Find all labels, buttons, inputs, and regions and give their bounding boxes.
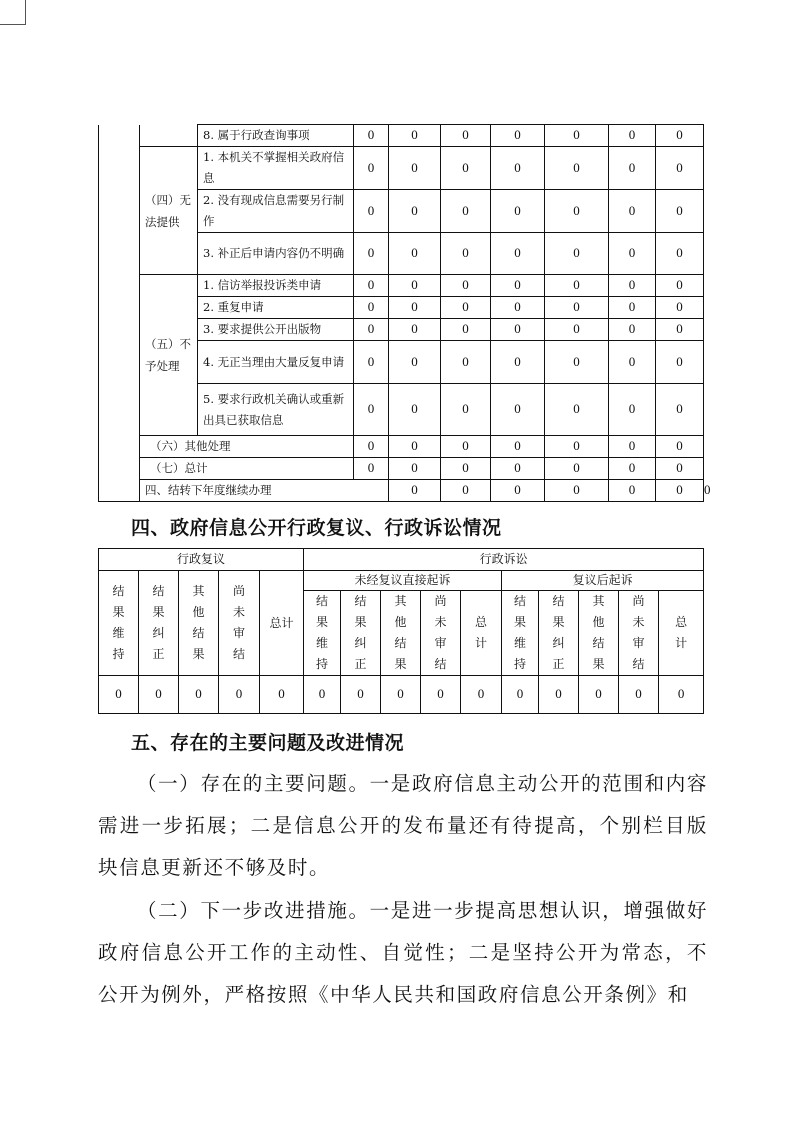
after-column-header	[502, 591, 539, 676]
value-cell: 0	[656, 190, 704, 233]
table-row	[99, 125, 704, 147]
column-header-text: 尚未审结	[434, 594, 447, 671]
paragraph-problems: （一）存在的主要问题。一是政府信息主动公开的范围和内容需进一步拓展；二是信息公开的发布量还有待提高，个别栏目版块信息更新还不够及时。	[98, 772, 708, 879]
value-cell: 0	[545, 297, 609, 319]
total-label: （七）总计	[140, 458, 354, 480]
column-header-text: 结果维持	[112, 584, 125, 661]
value-cell: 0	[609, 147, 656, 190]
value-cell: 0	[656, 480, 704, 502]
value-cell: 0	[545, 480, 609, 502]
value-cell: 0	[545, 436, 609, 458]
value-cell: 0	[354, 458, 389, 480]
column-header-text: 其他结果	[592, 594, 605, 671]
column-header-text: 结果纠正	[552, 594, 565, 671]
value-cell: 0	[441, 275, 491, 297]
direct-value-cell: 0	[304, 676, 341, 714]
direct-suit-header: 未经复议直接起诉	[304, 571, 502, 591]
value-cell: 0	[609, 233, 656, 275]
value-cell: 0	[656, 341, 704, 384]
value-cell: 0	[491, 147, 545, 190]
direct-value-cell: 0	[341, 676, 381, 714]
after-column-header	[579, 591, 619, 676]
value-cell: 0	[609, 125, 656, 147]
value-cell: 0	[609, 275, 656, 297]
value-cell: 0	[609, 297, 656, 319]
value-cell: 0	[545, 125, 609, 147]
value-cell: 0	[354, 341, 389, 384]
direct-column-header	[461, 591, 502, 676]
value-cell: 0	[389, 297, 441, 319]
value-cell: 0	[545, 319, 609, 341]
value-cell: 0	[354, 384, 389, 436]
review-column-header	[260, 571, 304, 676]
value-cell: 0	[656, 319, 704, 341]
value-cell: 0	[354, 297, 389, 319]
value-cell: 0	[441, 233, 491, 275]
value-cell: 0	[609, 458, 656, 480]
value-cell: 0	[609, 341, 656, 384]
value-cell: 0	[656, 147, 704, 190]
item-label: 5. 要求行政机关确认或重新出具已获取信息	[198, 384, 354, 436]
column-header-text: 其他结果	[192, 584, 205, 661]
value-cell: 0	[354, 233, 389, 275]
section5-heading: 五、存在的主要问题及改进情况	[131, 732, 405, 754]
other-handling-label: （六）其他处理	[140, 436, 354, 458]
value-cell: 0	[389, 458, 441, 480]
direct-column-header	[421, 591, 461, 676]
table-row: 四、结转下年度继续办理 0 0 0 0 0 0 0	[99, 480, 704, 502]
value-cell: 0	[441, 319, 491, 341]
table-row	[99, 147, 704, 190]
value-cell: 0	[609, 480, 656, 502]
value-cell: 0	[545, 233, 609, 275]
value-cell: 0	[545, 275, 609, 297]
column-header-text: 尚未审结	[632, 594, 645, 671]
value-cell: 0	[389, 190, 441, 233]
application-handling-table	[98, 124, 711, 502]
paragraph-improvements: （二）下一步改进措施。一是进一步提高思想认识，增强做好政府信息公开工作的主动性、自觉性；二是坚持公开为常态，不公开为例外，严格按照《中华人民共和国政府信息公开条例》和	[98, 899, 708, 1006]
value-cell: 0	[545, 458, 609, 480]
item-label: 4. 无正当理由大量反复申请	[198, 341, 354, 384]
value-cell: 0	[389, 341, 441, 384]
review-value-cell: 0	[219, 676, 260, 714]
value-cell: 0	[354, 190, 389, 233]
column-header-text: 总计	[269, 615, 294, 630]
value-cell: 0	[441, 125, 491, 147]
after-value-cell: 0	[659, 676, 704, 714]
value-cell: 0	[491, 319, 545, 341]
column-header-text: 总计	[475, 615, 488, 650]
review-column-header	[139, 571, 179, 676]
value-cell: 0	[354, 125, 389, 147]
value-cell: 0	[491, 275, 545, 297]
value-cell: 0	[491, 384, 545, 436]
litigation-header: 行政诉讼	[304, 549, 704, 571]
carryover-label: 四、结转下年度继续办理	[140, 480, 389, 502]
review-column-header	[219, 571, 260, 676]
after-value-cell: 0	[619, 676, 659, 714]
item-label: 1. 本机关不掌握相关政府信息	[198, 147, 354, 190]
value-cell: 0	[656, 275, 704, 297]
review-value-cell: 0	[139, 676, 179, 714]
value-cell: 0	[609, 319, 656, 341]
item-label: 3. 补正后申请内容仍不明确	[198, 233, 354, 275]
value-cell: 0	[545, 147, 609, 190]
value-cell: 0	[491, 125, 545, 147]
column-header-text: 尚未审结	[233, 584, 246, 661]
value-cell: 0	[389, 125, 441, 147]
value-cell: 0	[609, 190, 656, 233]
value-cell: 0	[441, 297, 491, 319]
value-cell: 0	[545, 341, 609, 384]
value-cell: 0	[354, 436, 389, 458]
section4-heading: 四、政府信息公开行政复议、行政诉讼情况	[131, 517, 502, 539]
column-header-text: 总计	[675, 615, 688, 650]
value-cell: 0	[354, 319, 389, 341]
value-cell: 0	[609, 436, 656, 458]
value-cell: 0	[389, 319, 441, 341]
table-row	[99, 275, 704, 297]
column-header-text: 结果纠正	[354, 594, 367, 671]
after-review-header: 复议后起诉	[502, 571, 704, 591]
column-header-text: 结果纠正	[152, 584, 165, 661]
item-label: 3. 要求提供公开出版物	[198, 319, 354, 341]
value-cell: 0	[491, 233, 545, 275]
page-corner-mark	[0, 0, 26, 25]
after-value-cell: 0	[539, 676, 579, 714]
after-column-header	[619, 591, 659, 676]
value-cell: 0	[389, 480, 441, 502]
after-value-cell: 0	[579, 676, 619, 714]
column-header-text: 其他结果	[394, 594, 407, 671]
table-row	[99, 458, 704, 480]
value-cell: 0	[656, 297, 704, 319]
column-header-text: 结果维持	[514, 594, 527, 671]
review-value-cell: 0	[260, 676, 304, 714]
review-column-header	[99, 571, 139, 676]
value-cell: 0	[491, 341, 545, 384]
column-header-text: 结果维持	[316, 594, 329, 671]
value-cell: 0	[491, 190, 545, 233]
value-cell: 0	[441, 341, 491, 384]
direct-value-cell: 0	[381, 676, 421, 714]
group-spacer-cell	[140, 125, 198, 147]
direct-value-cell: 0	[461, 676, 502, 714]
value-cell: 0	[491, 458, 545, 480]
value-cell: 0	[389, 233, 441, 275]
value-cell: 0	[545, 384, 609, 436]
value-cell: 0	[441, 458, 491, 480]
value-cell: 0	[491, 436, 545, 458]
value-cell: 0	[389, 275, 441, 297]
review-value-cell: 0	[179, 676, 219, 714]
group-label-no-provision: （四）无法提供	[140, 147, 198, 275]
value-cell: 0	[389, 147, 441, 190]
value-cell: 0	[389, 436, 441, 458]
direct-value-cell: 0	[421, 676, 461, 714]
review-litigation-table	[98, 548, 704, 714]
group-label-not-processed: （五）不予处理	[140, 275, 198, 436]
value-cell: 0	[389, 384, 441, 436]
review-value-cell: 0	[99, 676, 139, 714]
direct-column-header	[304, 591, 341, 676]
outer-spacer-cell	[99, 125, 140, 502]
direct-column-header	[381, 591, 421, 676]
item-label: 2. 重复申请	[198, 297, 354, 319]
item-label: 1. 信访举报投诉类申请	[198, 275, 354, 297]
item-label: 8. 属于行政查询事项	[198, 125, 354, 147]
direct-column-header	[341, 591, 381, 676]
table-row	[99, 436, 704, 458]
review-header: 行政复议	[99, 549, 304, 571]
after-column-header	[539, 591, 579, 676]
value-cell: 0	[656, 436, 704, 458]
value-cell: 0	[354, 147, 389, 190]
value-cell: 0	[441, 480, 491, 502]
value-cell: 0	[656, 384, 704, 436]
value-cell: 0	[656, 125, 704, 147]
value-cell: 0	[491, 480, 545, 502]
value-cell: 0	[354, 275, 389, 297]
value-cell: 0	[609, 384, 656, 436]
value-cell: 0	[491, 297, 545, 319]
after-value-cell: 0	[502, 676, 539, 714]
value-cell: 0	[441, 384, 491, 436]
value-cell: 0	[545, 190, 609, 233]
item-label: 2. 没有现成信息需要另行制作	[198, 190, 354, 233]
after-column-header	[659, 591, 704, 676]
value-cell: 0	[441, 436, 491, 458]
value-cell: 0	[441, 147, 491, 190]
value-cell: 0	[656, 233, 704, 275]
review-column-header	[179, 571, 219, 676]
value-cell: 0	[656, 458, 704, 480]
value-cell: 0	[441, 190, 491, 233]
